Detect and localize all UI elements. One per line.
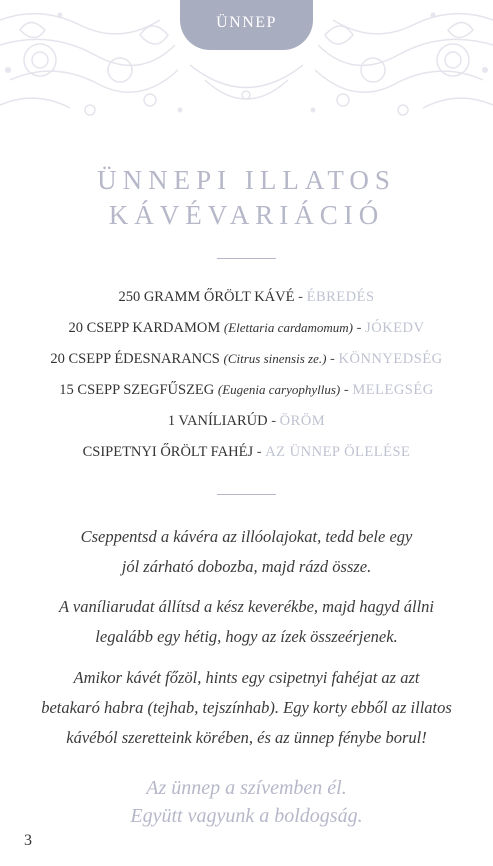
title-line-2: KÁVÉVARIÁCIÓ: [108, 200, 385, 230]
ingredient-name: 1 VANÍLIARÚD: [167, 413, 268, 429]
ingredient-row: [0, 286, 493, 317]
ingredient-tag: MELEGSÉG: [352, 382, 434, 398]
instruction-line: Amikor kávét főzöl, hints egy csipetnyi fahéjat az azt: [73, 668, 420, 687]
page-title: [0, 163, 493, 233]
ingredient-name: 20 CSEPP ÉDESNARANCS: [50, 351, 220, 367]
ingredient-name: CSIPETNYI ŐRÖLT FAHÉJ: [82, 444, 254, 460]
page-number: 3: [24, 832, 32, 849]
ingredient-separator: -: [256, 444, 262, 460]
ingredient-tag: AZ ÜNNEP ÖLELÉSE: [265, 444, 411, 460]
closing-quote: [0, 774, 493, 830]
ingredient-row: [0, 410, 493, 441]
ingredient-list: [0, 286, 493, 472]
ingredient-name: 15 CSEPP SZEGFŰSZEG: [59, 382, 215, 398]
ingredient-tag: JÓKEDV: [365, 320, 425, 336]
ingredient-latin: (Eugenia caryophyllus): [217, 382, 341, 397]
instruction-paragraph: [20, 592, 473, 652]
ingredient-tag: ÉBREDÉS: [306, 289, 375, 305]
instruction-line: legalább egy hétig, hogy az ízek összeérjenek.: [95, 627, 398, 646]
ingredient-tag: KÖNNYEDSÉG: [338, 351, 443, 367]
closing-line-2: Együtt vagyunk a boldogság.: [130, 805, 363, 827]
instruction-line: betakaró habra (tejhab, tejszínhab). Egy korty ebből az illatos: [41, 698, 452, 717]
ingredient-row: [0, 379, 493, 410]
ingredient-row: [0, 348, 493, 379]
ingredient-row: [0, 441, 493, 472]
ingredient-latin: (Elettaria cardamomum): [223, 320, 354, 335]
instruction-line: kávéból szeretteink körében, és az ünnep fénybe borul!: [66, 728, 427, 747]
ingredient-separator: -: [330, 351, 335, 367]
ingredient-tag: ÖRÖM: [279, 413, 326, 429]
ingredient-separator: -: [356, 320, 362, 336]
instruction-line: jól zárható dobozba, majd rázd össze.: [121, 557, 372, 576]
ingredient-separator: -: [271, 413, 277, 429]
ingredient-name: 20 CSEPP KARDAMOM: [68, 320, 221, 336]
instruction-paragraph: [20, 663, 473, 753]
ingredient-separator: -: [298, 289, 303, 305]
divider-bottom: [217, 494, 276, 495]
title-line-1: ÜNNEPI ILLATOS: [97, 165, 396, 195]
ingredient-row: [0, 317, 493, 348]
closing-line-1: Az ünnep a szívemben él.: [146, 777, 347, 799]
instruction-line: Cseppentsd a kávéra az illóolajokat, tedd bele egy: [80, 527, 413, 546]
header-tab-label: ÜNNEP: [216, 14, 277, 31]
ingredient-name: 250 GRAMM ŐRÖLT KÁVÉ: [118, 289, 295, 305]
ingredient-separator: -: [343, 382, 349, 398]
instruction-line: A vaníliarudat állítsd a kész keverékbe, majd hagyd állni: [59, 597, 434, 616]
ingredient-latin: (Citrus sinensis ze.): [223, 351, 327, 366]
instruction-paragraph: [20, 522, 473, 582]
divider-top: [217, 258, 276, 259]
